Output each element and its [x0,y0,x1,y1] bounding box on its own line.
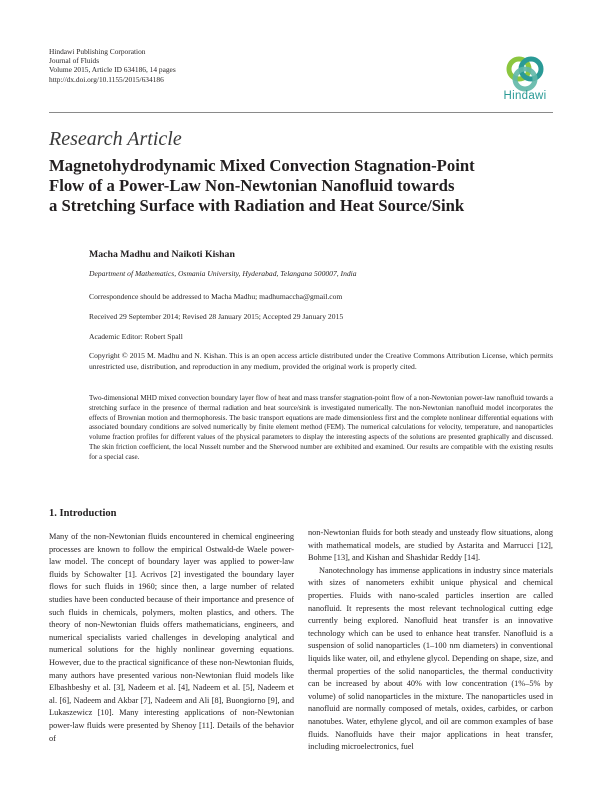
article-type: Research Article [49,128,182,150]
paragraph: Nanotechnology has immense applications in industry since materials with sizes of nanometers exhibit unique physical and chemical properties. Fluids with nano-scaled particles insertion are called nanofluid. It represents the most relevant technological cutting edge currently being explored. Nanofluid heat transfer is an innovative technology which can be used to enhance heat transfer. Nanofluid is a suspension of solid nanoparticles (1–100 nm diameters) in conventional liquids like water, oil, and ethylene glycol. Depending on shape, size, and thermal properties of the solid nanoparticles, the thermal conductivity can be increased by about 40% with low concentration (1%–5% by volume) of solid nanoparticles in the mixture. The nanoparticles used in nanofluid are normally composed of metals, oxides, carbides, or carbon nanotubes. Water, ethylene glycol, and oil are common examples of base fluids. Nanofluids have their major applications in heat transfer, including microelectronics, fuel [308,565,553,752]
doi-link[interactable]: http://dx.doi.org/10.1155/2015/634186 [49,74,164,84]
paragraph: non-Newtonian fluids for both steady and unsteady flow situations, along with mathematical models, are studied by Astarita and Marrucci [12], Bohme [13], and Kishan and Shashidar Reddy [14]. [308,528,553,563]
abstract: Two-dimensional MHD mixed convection boundary layer flow of heat and mass transfer stagnation-point flow of a non-Newtonian power-law nanofluid towards a stretching surface in the presence of thermal radiation and heat source/sink is investigated numerically. The non-Newtonian nanofluid model incorporates the effects of Brownian motion and thermophoresis. The basic transport equations are made dimensionless first and the complete nonlinear differential equations with associated boundary conditions are solved numerically by finite element method (FEM). The numerical calculations for velocity, temperature, and nanoparticles volume fraction profiles for different values of the physical parameters to display the interesting aspects of the solutions are presented graphically and discussed. The skin friction coefficient, the local Nusselt number and the Sherwood number are exhibited and examined. Our results are compatible with the existing results for a special case. [89,394,553,461]
correspondence: Correspondence should be addressed to Macha Madhu; madhumaccha@gmail.com [89,292,343,301]
affiliation: Department of Mathematics, Osmania University, Hyderabad, Telangana 500007, India [89,269,357,278]
publication-dates: Received 29 September 2014; Revised 28 January 2015; Accepted 29 January 2015 [89,312,344,321]
title-line: Flow of a Power-Law Non-Newtonian Nanofluid towards [49,176,455,195]
left-column [49,531,294,745]
volume-line: Volume 2015, Article ID 634186, 14 pages [49,65,176,75]
title-line: a Stretching Surface with Radiation and Heat Source/Sink [49,196,465,215]
header-divider [49,112,553,113]
right-column [308,527,553,754]
authors: Macha Madhu and Naikoti Kishan [89,249,235,260]
journal-name: Journal of Fluids [49,56,100,66]
article-title [49,156,559,216]
paragraph: Many of the non-Newtonian fluids encountered in chemical engineering processes are known to follow the empirical Ostwald-de Waele power-law model. The concept of boundary layer was applied to power-law fluids by Schowalter [1]. Acrivos [2] investigated the boundary layer flows for such fluids in 1960; since then, a large number of related studies have been conducted because of their importance and presence of such fluids in chemicals, polymers, molten plastics, and others. The theory of non-Newtonian fluids offers mathematicians, engineers, and numerical specialists varied challenges in developing analytical and numerical solutions for the highly nonlinear governing equations. However, due to the practical significance of these non-Newtonian fluids, many authors have presented various non-Newtonian fluid models like Elbashbeshy et al. [3], Nadeem et al. [4], Nadeem et al. [5], Nadeem et al. [6], Nadeem and Akbar [7], Nadeem and Ali [8], Buongiorno [9], and Lukaszewicz [10]. Many interesting applications of non-Newtonian power-law fluids were presented by Shenoy [11]. Details of the behavior of [49,532,294,743]
hindawi-logo-text: Hindawi [503,90,547,102]
title-line: Magnetohydrodynamic Mixed Convection Stagnation-Point [49,156,475,175]
section-heading: 1. Introduction [49,508,117,519]
academic-editor: Academic Editor: Robert Spall [89,332,183,341]
publisher-name: Hindawi Publishing Corporation [49,47,146,56]
journal-header [49,47,176,84]
copyright-notice: Copyright © 2015 M. Madhu and N. Kishan. This is an open access article distributed under the Creative Commons Attribution License, which permits unrestricted use, distribution, and reproduction in any medium, provided the original work is properly cited. [89,351,553,371]
